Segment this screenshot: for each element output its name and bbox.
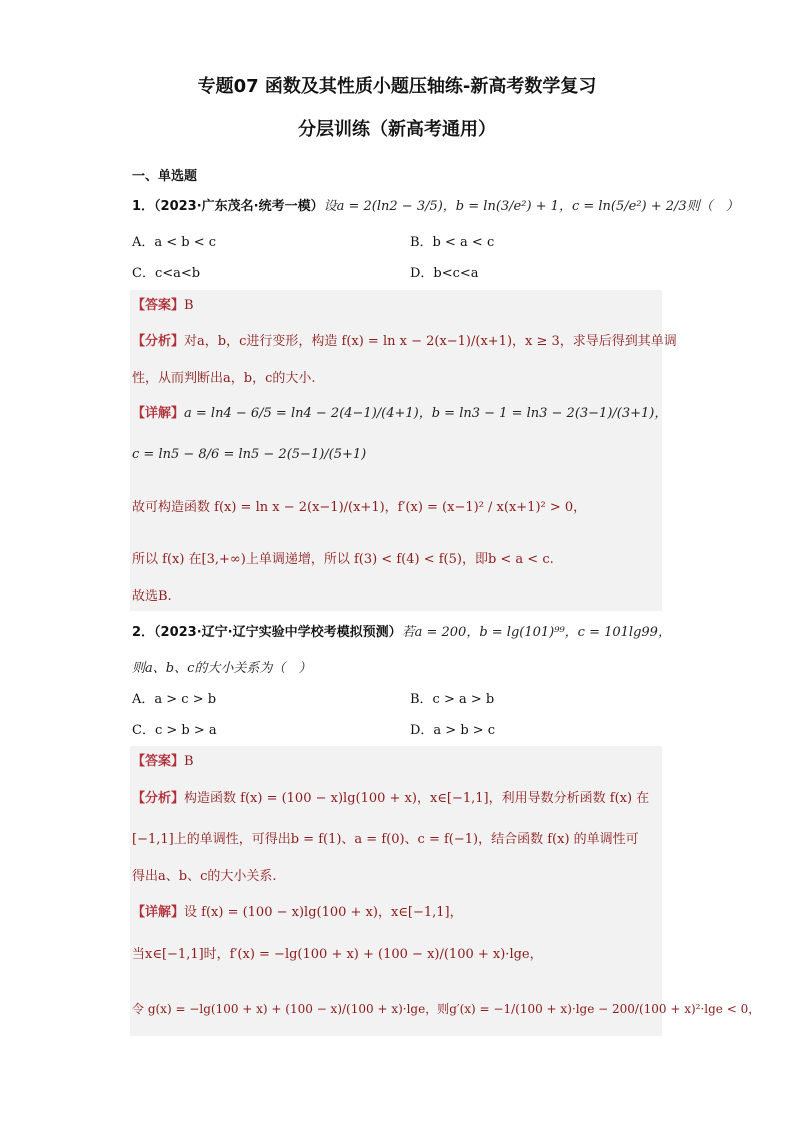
q1-answer-tag: 【答案】 (132, 298, 185, 313)
document-title-line2: 分层训练（新高考通用） (298, 119, 496, 140)
q1-answer (132, 297, 194, 315)
q2-option-c: C．c > b > a (132, 723, 217, 738)
q2-analysis-tag: 【分析】 (132, 791, 185, 806)
question-2-text-line2: 则a、b、c的大小关系为（ ） (132, 661, 312, 676)
document-title-line1: 专题07 函数及其性质小题压轴练-新高考数学复习 (197, 76, 597, 97)
q2-answer-tag: 【答案】 (132, 754, 185, 769)
q1-option-d: D．b<c<a (410, 266, 479, 281)
q2-option-d: D．a > b > c (410, 723, 496, 738)
q1-analysis-tag: 【分析】 (132, 334, 185, 349)
q2-answer-value: B (184, 754, 194, 769)
q2-analysis-line2: [−1,1]上的单调性，可得出b = f(1)、a = f(0)、c = f(−1)，结合函数 f(x) 的单调性可 (132, 832, 639, 847)
q1-detail-line2: c = ln5 − 8/6 = ln5 − 2(5−1)/(5+1) (132, 447, 367, 462)
q2-analysis-line3: 得出a、b、c的大小关系. (132, 869, 277, 884)
question-1-stem (132, 198, 739, 216)
q1-analysis-line1: 【分析】对a，b，c进行变形，构造 f(x) = ln x − 2(x−1)/(x+1)，x ≥ 3，求导后得到其单调 (132, 334, 677, 349)
q2-detail-line1: 【详解】设 f(x) = (100 − x)lg(100 + x)，x∈[−1,1]， (132, 905, 463, 920)
section-heading: 一、单选题 (132, 169, 198, 184)
q1-option-a: A．a < b < c (132, 235, 217, 250)
q2-detail-line2: 当x∈[−1,1]时，f′(x) = −lg(100 + x) + (100 − x)/(100 + x)·lge， (132, 947, 543, 962)
q1-option-c: C．c<a<b (132, 266, 201, 281)
q1-analysis-line2: 性，从而判断出a，b，c的大小. (132, 371, 316, 386)
q2-analysis-line1: 【分析】构造函数 f(x) = (100 − x)lg(100 + x)，x∈[−1,1]，利用导数分析函数 f(x) 在 (132, 791, 650, 806)
q2-answer (132, 753, 194, 771)
question-1-text: 设a = 2(ln2 − 3/5)，b = ln(3/e²) + 1，c = ln(5/e²) + 2/3则（ ） (323, 199, 739, 214)
q1-answer-value: B (184, 298, 194, 313)
question-2-text: 若a = 200，b = lg(101)⁹⁹，c = 101lg99， (401, 625, 671, 640)
question-2-stem (132, 624, 671, 642)
question-1-source: 1．（2023·广东茂名·统考一模） (132, 199, 324, 214)
q1-detail-tag: 【详解】 (132, 406, 185, 421)
q1-detail-line5: 故选B. (132, 589, 172, 604)
question-2-source: 2．（2023·辽宁·辽宁实验中学校考模拟预测） (132, 625, 402, 640)
q1-detail-line4: 所以 f(x) 在[3,+∞)上单调递增，所以 f(3) < f(4) < f(5)，即b < a < c. (132, 552, 554, 567)
q2-option-b: B．c > a > b (410, 692, 495, 707)
q2-detail-tag: 【详解】 (132, 905, 185, 920)
q1-detail-line1: 【详解】a = ln4 − 6/5 = ln4 − 2(4−1)/(4+1)，b = ln3 − 1 = ln3 − 2(3−1)/(3+1)， (132, 406, 668, 421)
q2-option-a: A．a > c > b (132, 692, 217, 707)
q1-option-b: B．b < a < c (410, 235, 495, 250)
q2-detail-line3: 令 g(x) = −lg(100 + x) + (100 − x)/(100 + x)·lge，则g′(x) = −1/(100 + x)·lge − 200/(100 + x)²·lge < 0， (132, 1002, 761, 1016)
q1-detail-line3: 故可构造函数 f(x) = ln x − 2(x−1)/(x+1)，f′(x) = (x−1)² / x(x+1)² > 0， (132, 500, 587, 515)
